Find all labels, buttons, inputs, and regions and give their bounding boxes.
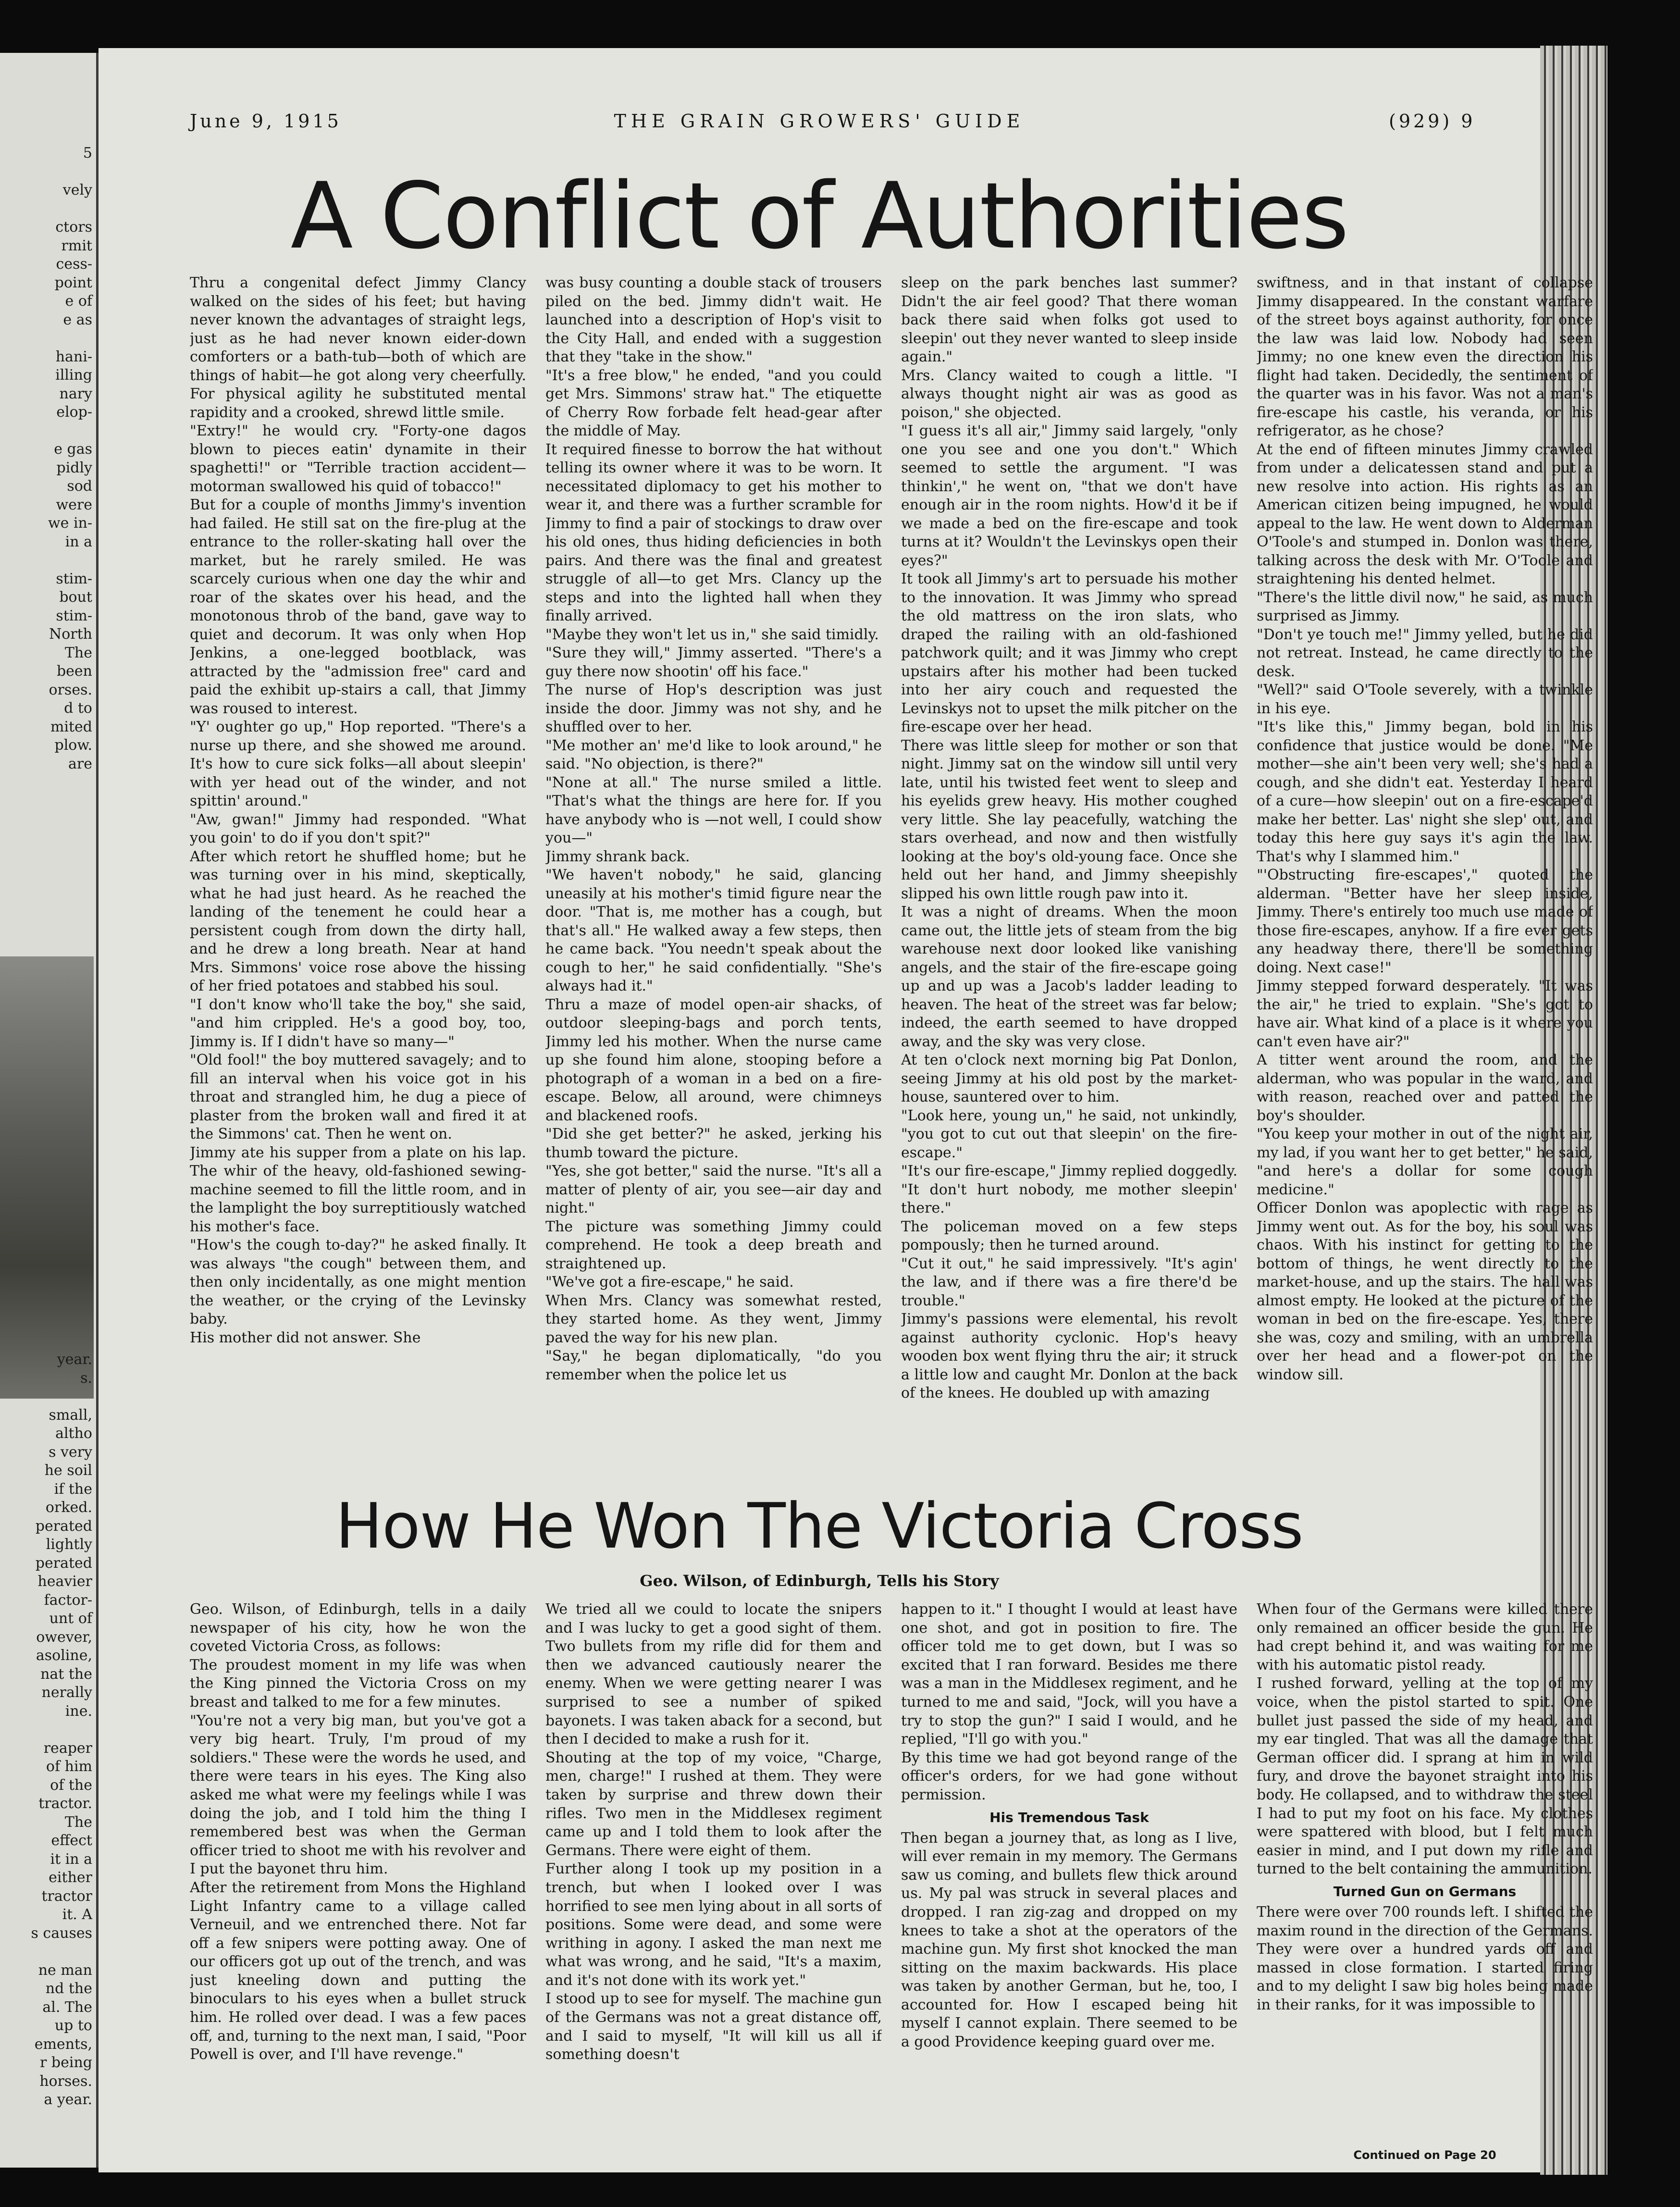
issue-date: June 9, 1915 [190, 111, 342, 132]
article1-column-3: sleep on the park benches last summer? Didn't the air feel good? That there woman back there said when folks got used to sleepin' out they never wanted to sleep inside again." Mrs. Clancy waited to cough a little. "I always thought night air was as good as poison," she objected. "I guess it's all air," Jimmy said largely, "only one you see and one you don't." Which seemed to settle the argument. "I was thinkin'," he went on, "that we don't have enough air in the room nights. How'd it be if we made a bed on the fire-escape and took turns at it? Wouldn't the Levinskys open their eyes?" It took all Jimmy's art to persuade his mother to the innovation. It was Jimmy who spread the old mattress on the iron slats, who draped the railing with an old-fashioned patchwork quilt; and it was Jimmy who crept upstairs after his mother had been tucked into her airy couch and requested the Levinskys not to upset the milk pitcher on the fire-escape over her head. There was little sleep for mother or son that night. Jimmy sat on the window sill until very late, until his twisted feet went to sleep and his eyelids grew heavy. His mother coughed very little. She lay peacefully, watching the stars overhead, and now and then wistfully looking at the boy's old-young face. Once she held out her hand, and Jimmy sheepishly slipped his own little rough paw into it. It was a night of dreams. When the moon came out, the little jets of steam from the big warehouse next door looked like vanishing angels, and the stair of the fire-escape going up and up was a Jacob's ladder leading to heaven. The heat of the street was far below; indeed, the earth seemed to have dropped away, and the sky was very close. At ten o'clock next morning big Pat Donlon, seeing Jimmy at his old post by the market-house, sauntered over to him. "Look here, young un," he said, not unkindly, "you got to cut out that sleepin' on the fire-escape." "It's our fire-escape," Jimmy replied doggedly. "It don't hurt nobody, me mother sleepin' there." The policeman moved on a few steps pompously; then he turned around. "Cut it out," he said impressively. "It's agin' the law, and if there was a fire there'd be trouble." Jimmy's passions were elemental, his revolt against authority cyclonic. Hop's heavy wooden box went flying thru the air; it struck a little low and caught Mr. Donlon at the back of the knees. He doubled up with amazing [901, 274, 1237, 1401]
article-title-victoria-cross: How He Won The Victoria Cross [335, 1489, 1303, 1562]
newspaper-page [99, 48, 1593, 2172]
article2-column-3-part-2: Then began a journey that, as long as I live, will ever remain in my memory. The Germans saw us coming, and bullets flew thick around us. My pal was struck in several places and dropped. I ran zig-zag and dropped on my knees to take a shot at the operators of the machine gun. My first shot knocked the man sitting on the maxim backwards. His place was taken by another German, but he, too, I accounted for. How I escaped being hit myself I cannot explain. There seemed to be a good Providence keeping guard over me. [901, 1829, 1237, 2051]
article1-column-2: was busy counting a double stack of trousers piled on the bed. Jimmy didn't wait. He launched into a description of Hop's visit to the City Hall, and ended with a suggestion that they "take in the show." "It's a free blow," he ended, "and you could get Mrs. Simmons' straw hat." The etiquette of Cherry Row forbade felt head-gear after the middle of May. It required finesse to borrow the hat without telling its owner where it was to be worn. It necessitated diplomacy to get his mother to wear it, and there was a further scramble for Jimmy to find a pair of stockings to draw over his old ones, thus hiding deficiencies in both pairs. And there was the final and greatest struggle of all—to get Mrs. Clancy up the steps and into the lighted hall when they finally arrived. "Maybe they won't let us in," she said timidly. "Sure they will," Jimmy asserted. "There's a guy there now shootin' off his face." The nurse of Hop's description was just inside the door. Jimmy was not shy, and he shuffled over to her. "Me mother an' me'd like to look around," he said. "No objection, is there?" "None at all." The nurse smiled a little. "That's what the things are here for. If you have anybody who is —not well, I could show you—" Jimmy shrank back. "We haven't nobody," he said, glancing uneasily at his mother's timid figure near the door. "That is, me mother has a cough, but that's all." He walked away a few steps, then he came back. "You needn't speak about the cough to her," he said confidentially. "She's always had it." Thru a maze of model open-air shacks, of outdoor sleeping-bags and porch tents, Jimmy led his mother. When the nurse came up she found him alone, stooping before a photograph of a woman in a bed on a fire-escape. Below, all around, were chimneys and blackened roofs. "Did she get better?" he asked, jerking his thumb toward the picture. "Yes, she got better," said the nurse. "It's all a matter of plenty of air, you see—air day and night." The picture was something Jimmy could comprehend. He took a deep breath and straightened up. "We've got a fire-escape," he said. When Mrs. Clancy was somewhat rested, they started home. As they went, Jimmy paved the way for his new plan. "Say," he began diplomatically, "do you remember when the police let us [545, 274, 882, 1383]
article2-column-2: We tried all we could to locate the snipers and I was lucky to get a good sight of them. Two bullets from my rifle did for them and then we advanced cautiously nearer the enemy. When we were getting nearer I was surprised to see a number of spiked bayonets. I was taken aback for a second, but then I decided to make a rush for it. Shouting at the top of my voice, "Charge, men, charge!" I rushed at them. They were taken by surprise and threw down their rifles. Two men in the Middlesex regiment came up and I told them to look after the Germans. There were eight of them. Further along I took up my position in a trench, but when I looked over I was horrified to see men lying about in all sorts of positions. Some were dead, and some were writhing in agony. I asked the man next me what was wrong, and he said, "It's a maxim, and it's not done with its work yet." I stood up to see for myself. The machine gun of the Germans was not a great distance off, and I said to myself, "It will kill us all if something doesn't [545, 1601, 882, 2063]
article-title-conflict: A Conflict of Authorities [290, 163, 1348, 269]
subhead-tremendous-task: His Tremendous Task [989, 1809, 1149, 1825]
article2-column-4-part-2: There were over 700 rounds left. I shifted the maxim round in the direction of the Germans. They were over a hundred yards off and massed in close formation. I started firing and to my delight I saw big holes being made in their ranks, for it was impossible to [1257, 1903, 1593, 2013]
article-byline: Geo. Wilson, of Edinburgh, Tells his Story [640, 1572, 999, 1590]
facing-page-photo [0, 956, 94, 1399]
article1-column-4: swiftness, and in that instant of collapse Jimmy disappeared. In the constant warfare of the street boys against authority, for once the law was laid low. Nobody had seen Jimmy; no one knew even the direction his flight had taken. Decidedly, the sentiment of the quarter was in his favor. Was not a man's fire-escape his castle, his veranda, or his refrigerator, as he chose? At the end of fifteen minutes Jimmy crawled from under a delicatessen stand and put a new resolve into action. His rights as an American citizen being impugned, he would appeal to the law. He went down to Alderman O'Toole's and stumped in. Donlon was there, talking across the desk with Mr. O'Toole and straightening his dented helmet. "There's the little divil now," he said, as much surprised as Jimmy. "Don't ye touch me!" Jimmy yelled, but he did not retreat. Instead, he came directly to the desk. "Well?" said O'Toole severely, with a twinkle in his eye. "It's like this," Jimmy began, bold in his confidence that justice would be done. "Me mother—she ain't been very well; she's had a cough, and she didn't eat. Yesterday I heard of a cure—how sleepin' out on a fire-escape'd make her better. Las' night she slep' out, and today this here guy says it's agin the law. That's why I slammed him." "'Obstructing fire-escapes'," quoted the alderman. "Better have her sleep inside, Jimmy. There's entirely too much use made of those fire-escapes, anyhow. If a fire ever gets any headway there, there'll be something doing. Next case!" Jimmy stepped forward desperately. "It was the air," he tried to explain. "She's got to have air. What kind of a place is it where you can't even have air?" A titter went around the room, and the alderman, who was popular in the ward, and with reason, reached over and patted the boy's shoulder. "You keep your mother in out of the night air, my lad, if you want her to get better," he said, "and here's a dollar for some cough medicine." Officer Donlon was apoplectic with rage as Jimmy went out. As for the boy, his soul was chaos. With his instinct for getting to the bottom of things, he went directly to the market-house, and up the stairs. The hall was almost empty. He looked at the picture of the woman in bed on the fire-escape. Yes, there she was, cozy and smiling, with an umbrella over her head and a flower-pot on the window sill. [1257, 274, 1593, 1383]
running-head [99, 111, 1540, 139]
facing-page-text-lower: year. s. small, altho s very he soil if the orked. perated lightly perated heavier factor- unt of owever, asoline, nat the nerally ine. reaper of him of the tractor. The effect it in a either tractor it. A s causes ne man nd the al. The up to ements, r being horses. a year. [31, 1351, 92, 2108]
article2-column-4 [1257, 1600, 1593, 2148]
article2-column-3-part-1: happen to it." I thought I would at least have one shot, and got in position to fire. The officer told me to get down, but I was so excited that I ran forward. Besides me there was a man in the Middlesex regiment, and he turned to me and said, "Jock, will you have a try to stop the gun?" I said I would, and he replied, "I'll go with you." By this time we had got beyond range of the officer's orders, for we had gone without permission. [901, 1601, 1237, 1803]
paper-title: THE GRAIN GROWERS' GUIDE [614, 111, 1025, 132]
article1-column-1: Thru a congenital defect Jimmy Clancy walked on the sides of his feet; but having never known the advantages of straight legs, just as he had never known eider-down comforters or a bath-tub—both of which are things of habit—he got along very cheerfully. For physical agility he substituted mental rapidity and a crooked, shrewd little smile. "Extry!" he would cry. "Forty-one dagos blown to pieces eatin' dynamite in their spaghetti!" or "Terrible traction accident—motorman swallowed his quid of tobacco!" But for a couple of months Jimmy's invention had failed. He still sat on the fire-plug at the entrance to the roller-skating hall over the market, but he rarely smiled. He was scarcely curious when one day the whir and roar of the skates over his head, and the monotonous throb of the band, gave way to quiet and decorum. It was only when Hop Jenkins, a one-legged bootblack, was attracted by the "admission free" card and paid the exhibit up-stairs a call, that Jimmy was roused to interest. "Y' oughter go up," Hop reported. "There's a nurse up there, and she showed me around. It's how to cure sick folks—all about sleepin' with yer head out of the winder, and not spittin' around." "Aw, gwan!" Jimmy had responded. "What you goin' to do if you don't spit?" After which retort he shuffled home; but he was turning over in his mind, skeptically, what he had just heard. As he reached the landing of the tenement he could hear a persistent cough from down the dirty hall, and he drew a long breath. Near at hand Mrs. Simmons' voice rose above the hissing of her fried potatoes and stabbed his soul. "I don't know who'll take the boy," she said, "and him crippled. He's a good boy, too, Jimmy is. If I didn't have so many—" "Old fool!" the boy muttered savagely; and to fill an interval when his voice got in his throat and strangled him, he dug a piece of plaster from the broken wall and fired it at the Simmons' cat. Then he went on. Jimmy ate his supper from a plate on his lap. The whir of the heavy, old-fashioned sewing-machine seemed to fill the little room, and in the lamplight the boy surreptitiously watched his mother's face. "How's the cough to-day?" he asked finally. It was always "the cough" between them, and then only incidentally, as one might mention the weather, or the crying of the Levinsky baby. His mother did not answer. She [190, 274, 526, 1346]
subhead-turned-gun: Turned Gun on Germans [1333, 1883, 1517, 1899]
page-number: (929) 9 [1389, 111, 1476, 132]
article2-column-4-part-1: When four of the Germans were killed there only remained an officer beside the gun. He had crept behind it, and was waiting for me with his automatic pistol ready. I rushed forward, yelling at the top of my voice, when the pistol started to spit. One bullet just passed the side of my head, and my ear tingled. That was all the damage that German officer did. I sprang at him in wild fury, and drove the bayonet straight into his body. He collapsed, and to withdraw the steel I had to put my foot on his face. My clothes were spattered with blood, but I felt much easier in mind, and I put down my rifle and turned to the belt containing the ammunition. [1257, 1601, 1593, 1878]
facing-page-strip [0, 53, 99, 2168]
facing-page-text-upper: 5 vely ctors rmit cess- point e of e as hani- illing nary elop- e gas pidly sod were we in- in a stim- bout stim- North The been orses. d to mited plow. are [48, 145, 92, 772]
continued-notice: Continued on Page 20 [1353, 2148, 1496, 2162]
article2-column-3 [901, 1600, 1237, 2153]
article2-column-1: Geo. Wilson, of Edinburgh, tells in a daily newspaper of his city, how he won the coveted Victoria Cross, as follows: The proudest moment in my life was when the King pinned the Victoria Cross on my breast and talked to me for a few minutes. "You're not a very big man, but you've got a very big heart. Truly, I'm proud of my soldiers." These were the words he used, and there were tears in his eyes. The King also asked me what were my feelings while I was doing the job, and I told him the thing I remembered best was when the German officer tried to shoot me with his revolver and I put the bayonet thru him. After the retirement from Mons the Highland Light Infantry came to a village called Verneuil, and we entrenched there. Not far off a few snipers were potting away. One of our officers got up out of the trench, and was just kneeling down and putting the binoculars to his eyes when a bullet struck him. He rolled over dead. I was a few paces off, and, turning to the next man, I said, "Poor Powell is over, and I'll have revenge." [190, 1601, 526, 2063]
